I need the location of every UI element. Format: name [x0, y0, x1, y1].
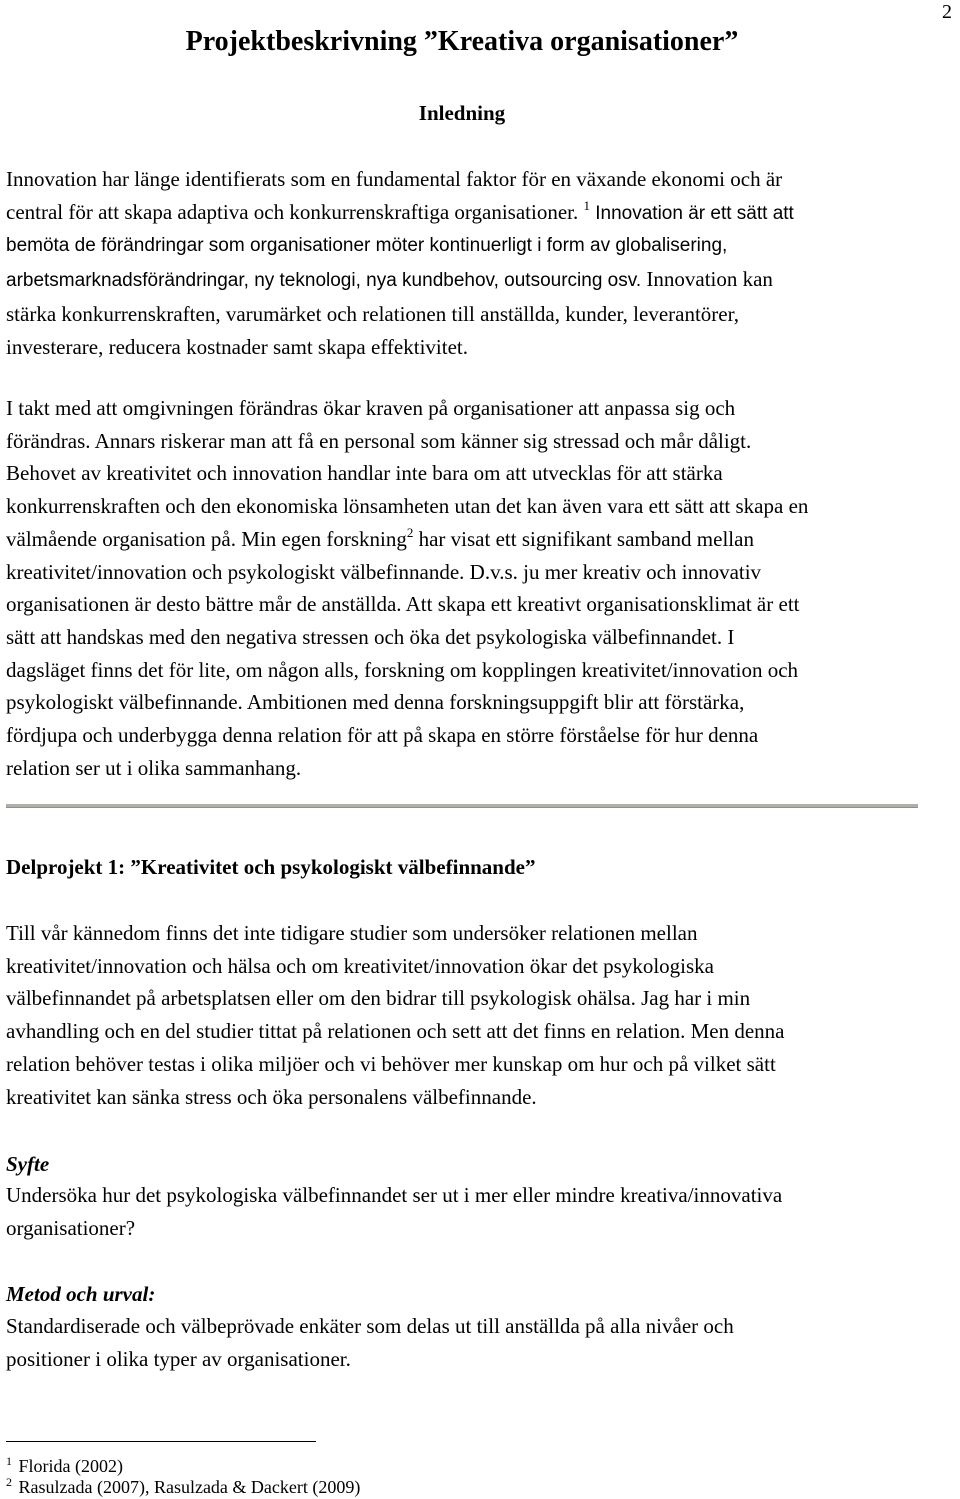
- text-line: Till vår kännedom finns det inte tidigare studier som undersöker relationen mellan: [6, 921, 698, 945]
- text-segment: arbetsmarknadsförändringar, ny teknologi, nya kundbehov, outsourcing osv.: [6, 270, 642, 292]
- text-line: fördjupa och underbygga denna relation för att på skapa en större förståelse för hur denna: [6, 723, 759, 748]
- footnote-separator: [6, 1441, 316, 1442]
- footnote-ref-2: 2: [406, 524, 414, 540]
- text-line: avhandling och en del studier tittat på relationen och sett att det finns en relation. Men denna: [6, 1019, 785, 1044]
- text-line: Behovet av kreativitet och innovation handlar inte bara om att utvecklas för att stärka: [6, 461, 723, 486]
- text-segment: har visat ett signifikant samband mellan: [413, 526, 754, 551]
- text-line: [6, 263, 924, 298]
- document-title: Projektbeskrivning ”Kreativa organisationer”: [185, 26, 739, 57]
- text-line: Undersöka hur det psykologiska välbefinnandet ser ut i mer eller mindre kreativa/innovativa: [6, 1183, 783, 1207]
- text-line: organisationer?: [6, 1215, 136, 1240]
- text-line: relation behöver testas i olika miljöer och vi behöver mer kunskap om hur och på vilket sätt: [6, 1051, 776, 1076]
- syfte-text: [6, 1179, 924, 1244]
- text-line: välbefinnandet på arbetsplatsen eller om den bidrar till psykologisk ohälsa. Jag har i min: [6, 986, 751, 1011]
- section-divider: [6, 804, 918, 808]
- text-line: positioner i olika typer av organisationer.: [6, 1346, 351, 1371]
- text-line: dagsläget finns det för lite, om någon alls, forskning om kopplingen kreativitet/innovation och: [6, 657, 799, 682]
- footnote-marker: 2: [6, 1475, 12, 1489]
- text-segment: Innovation är ett sätt att: [589, 202, 794, 224]
- intro-paragraph-2: [6, 392, 924, 784]
- intro-paragraph-1: [6, 163, 924, 363]
- metod-label: Metod och urval:: [6, 1282, 156, 1306]
- text-line: Standardiserade och välbeprövade enkäter som delas ut till anställda på alla nivåer och: [6, 1314, 734, 1338]
- footnote-marker: 1: [6, 1454, 12, 1468]
- text-line: [6, 523, 924, 556]
- intro-heading: Inledning: [418, 101, 506, 125]
- text-line: kreativitet/innovation och hälsa och om kreativitet/innovation ökar det psykologiska: [6, 953, 715, 978]
- text-line: I takt med att omgivningen förändras ökar kraven på organisationer att anpassa sig och: [6, 396, 736, 420]
- text-segment: välmående organisation på. Min egen forskning: [6, 526, 407, 551]
- text-line: psykologiskt välbefinnande. Ambitionen med denna forskningsuppgift blir att förstärka,: [6, 690, 745, 715]
- text-segment: central för att skapa adaptiva och konkurrenskraftiga organisationer.: [6, 199, 579, 224]
- text-line: Innovation har länge identifierats som en fundamental faktor för en växande ekonomi och är: [6, 167, 783, 191]
- text-line: [6, 425, 924, 458]
- syfte-label: Syfte: [6, 1152, 50, 1176]
- delprojekt-1-heading: Delprojekt 1: ”Kreativitet och psykologiskt välbefinnande”: [6, 855, 536, 879]
- text-line: [6, 196, 924, 231]
- page-number: 2: [942, 1, 952, 23]
- text-line: konkurrenskraften och den ekonomiska lönsamheten utan det kan även vara ett sätt att skapa en: [6, 494, 809, 519]
- footnote-text: Florida (2002): [14, 1456, 123, 1476]
- footnote-1: [6, 1455, 123, 1477]
- text-line: bemöta de förändringar som organisationer möter kontinuerligt i form av globalisering,: [6, 235, 728, 257]
- text-line: kreativitet/innovation och psykologiskt välbefinnande. D.v.s. ju mer kreativ och innovativ: [6, 559, 762, 584]
- delprojekt-1-paragraph: [6, 917, 924, 1113]
- text-line: investerare, reducera kostnader samt skapa effektivitet.: [6, 334, 468, 359]
- text-segment: Annars riskerar man att få en personal som känner sig stressad och mår dåligt.: [90, 428, 752, 453]
- text-line: kreativitet kan sänka stress och öka personalens välbefinnande.: [6, 1084, 537, 1109]
- footnote-2: [6, 1476, 360, 1498]
- text-line: sätt att handskas med den negativa stressen och öka det psykologiska välbefinnandet. I: [6, 624, 735, 649]
- text-line: organisationen är desto bättre mår de anställda. Att skapa ett kreativt organisationsklimat är ett: [6, 592, 800, 617]
- footnote-ref-1: 1: [583, 197, 590, 213]
- text-line: relation ser ut i olika sammanhang.: [6, 755, 302, 780]
- text-segment: förändras.: [6, 428, 91, 453]
- footnote-text: Rasulzada (2007), Rasulzada & Dackert (2009): [14, 1477, 361, 1497]
- metod-text: [6, 1310, 924, 1375]
- text-segment: Innovation kan: [641, 267, 773, 292]
- text-line: stärka konkurrenskraften, varumärket och relationen till anställda, kunder, leverantörer,: [6, 301, 740, 326]
